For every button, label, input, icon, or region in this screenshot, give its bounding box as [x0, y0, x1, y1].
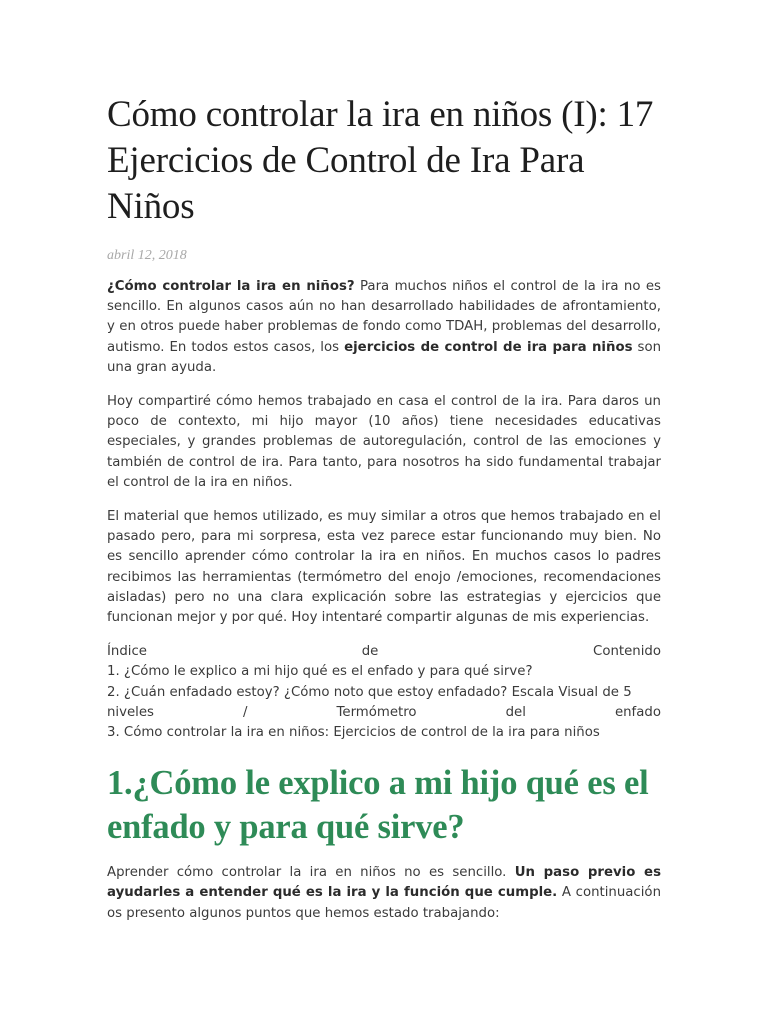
intro-bold-lead: ¿Cómo controlar la ira en niños?	[107, 279, 355, 294]
section-1-heading: 1.¿Cómo le explico a mi hijo qué es el enfado y para qué sirve?	[107, 764, 649, 847]
toc-item-2-continued[interactable]	[107, 703, 661, 723]
intro-paragraph	[107, 277, 661, 378]
intro-text-2: son una gran ayuda.	[107, 339, 662, 375]
section-1-paragraph	[107, 863, 661, 924]
section-1-text-1: Aprender cómo controlar la ira en niños no es sencillo.	[107, 865, 515, 881]
section-1-bold: Un paso previo es ayudarles a entender qué es la ira y la función que cumple.	[107, 865, 661, 901]
paragraph-2: Hoy compartiré cómo hemos trabajado en casa el control de la ira. Para daros un poco de contexto, mi hijo mayor (10 años) tiene necesidades educativas especiales, y grandes problemas de autoregulación, control de las emociones y también de control de ira. Para tanto, para nosotros ha sido fundamental trabajar el control de la ira en niños.	[107, 394, 661, 490]
article-title: Cómo controlar la ira en niños (I): 17 Ejercicios de Control de Ira Para Niños	[107, 94, 654, 227]
paragraph-3: El material que hemos utilizado, es muy similar a otros que hemos trabajado en el pasado pero, para mi sorpresa, esta vez parece estar funcionando muy bien. No es sencillo aprender cómo controlar la ira en niños. En muchos casos lo padres recibimos las herramientas (termómetro del enojo /emociones, recomendaciones aisladas) pero no una clara explicación sobre las estrategias y ejercicios que funcionan mejor y por qué. Hoy intentaré compartir algunas de mis experiencias.	[107, 509, 661, 626]
toc-item-2-word[interactable]: enfado	[614, 704, 661, 720]
toc-item-1-link[interactable]: 1. ¿Cómo le explico a mi hijo qué es el enfado y para qué sirve?	[107, 664, 533, 680]
table-of-contents	[107, 642, 661, 743]
toc-item-2[interactable]	[107, 683, 661, 703]
toc-item-2-link[interactable]: 2. ¿Cuán enfadado estoy? ¿Cómo noto que estoy enfadado? Escala Visual de 5	[107, 684, 632, 700]
toc-item-3[interactable]	[107, 723, 661, 743]
toc-word-de: de	[361, 644, 379, 660]
toc-item-2-word[interactable]: del	[505, 704, 526, 720]
section-1-text-2: A continuación os presento algunos puntos que hemos estado trabajando:	[107, 885, 661, 921]
toc-item-2-word[interactable]: niveles	[107, 704, 154, 720]
toc-item-2-word[interactable]: /	[243, 704, 248, 720]
toc-item-3-link[interactable]: 3. Cómo controlar la ira en niños: Ejercicios de control de la ira para niños	[107, 725, 600, 741]
toc-header	[107, 642, 661, 662]
post-date: abril 12, 2018	[107, 248, 187, 263]
toc-word-contenido: Contenido	[593, 644, 661, 660]
toc-item-2-word[interactable]: Termómetro	[336, 704, 417, 720]
toc-word-indice: Índice	[107, 644, 147, 660]
intro-text-1: Para muchos niños el control de la ira no es sencillo. En algunos casos aún no han desarrollado habilidades de afrontamiento, y en otros puede haber problemas de fondo como TDAH, problemas del desarrollo, autismo. En todos estos casos, los	[107, 279, 661, 355]
article	[107, 92, 661, 924]
intro-bold-mid: ejercicios de control de ira para niños	[344, 339, 633, 355]
toc-item-1[interactable]	[107, 662, 661, 682]
